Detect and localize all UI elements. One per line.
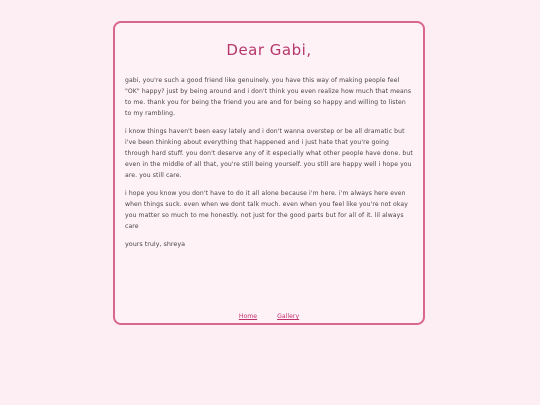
letter-body (125, 75, 413, 250)
letter-card (113, 21, 425, 325)
letter-signature: yours truly, shreya (125, 240, 186, 248)
footer-nav (115, 313, 423, 320)
letter-title: Dear Gabi, (226, 41, 312, 59)
letter-paragraph-1: gabi, you're such a good friend like genuinely. you have this way of making people feel "OK" happy? just by being around and i don't think you even realize how much that means to me. thank you for being the friend you are and for being so happy and willing to listen to my rambling. (125, 77, 412, 117)
letter-paragraph-3: i hope you know you don't have to do it all alone because i'm here. i'm always here even when things suck. even when we dont talk much. even when you feel like you're not okay you matter so much to me honestly. not just for the good parts but for all of it. lil always care (125, 190, 408, 230)
letter-paragraph-2: i know things haven't been easy lately and i don't wanna overstep or be all dramatic but i've been thinking about everything that happened and i just hate that you're going through hard stuff. you don't deserve any of it especially what other people have done. but even in the middle of all that, you're still being yourself. you still are happy well i hope you are. you still care. (125, 128, 413, 179)
nav-link-gallery[interactable]: Gallery (277, 313, 300, 320)
nav-link-home[interactable]: Home (238, 313, 258, 320)
